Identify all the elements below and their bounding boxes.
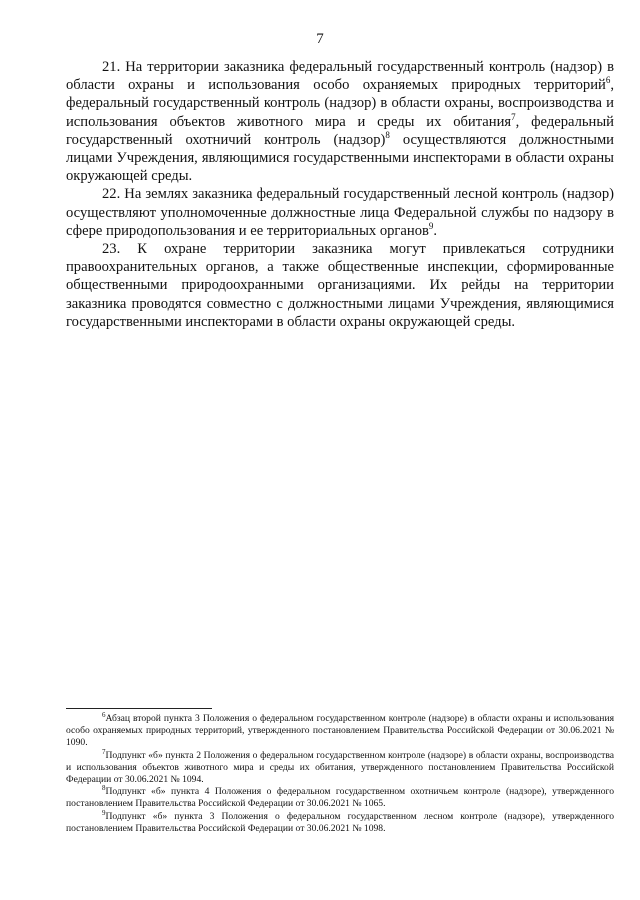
footnote-8 [66, 786, 614, 810]
footnote-text: Подпункт «б» пункта 4 Положения о федеральном государственном охотничьем контроле (надзоре), утвержденного постановлением Правительства Российской Федерации от 30.06.2021 № 1065. [66, 786, 614, 810]
footnote-text: Подпункт «б» пункта 3 Положения о федеральном государственном лесном контроле (надзоре), утвержденного постановлением Правительства Российской Федерации от 30.06.2021 № 1098. [66, 810, 614, 834]
paragraph-text: 21. На территории заказника федеральный государственный контроль (надзор) в области охраны и использования особо охраняемых природных территорий [66, 59, 614, 94]
paragraph-21 [66, 58, 614, 185]
footnote-9 [66, 808, 614, 835]
page-number: 7 [316, 31, 324, 47]
footnote-ref-8[interactable]: 8 [385, 129, 390, 140]
footnote-7 [66, 747, 614, 787]
footnote-text: Подпункт «б» пункта 2 Положения о федеральном государственном контроле (надзоре) в области охраны, воспроизводства и использования объектов животного мира и среды их обитания, утвержденного постановлением Правительства Российской Федерации от 30.06.2021 № 1094. [66, 749, 614, 786]
footnote-ref-7[interactable]: 7 [511, 111, 516, 122]
paragraph-text: 22. На землях заказника федеральный государственный лесной контроль (надзор) осуществляют уполномоченные должностные лица Федеральной службы по надзору в сфере природопользования и ее территориальных органов [66, 186, 614, 239]
main-text [66, 58, 614, 331]
paragraph-text: осуществляются должностными лицами Учреждения, являющимися государственными инспекторами в области охраны окружающей среды. [66, 131, 614, 185]
footnotes [66, 710, 614, 835]
footnote-ref-9[interactable]: 9 [428, 220, 434, 231]
footnote-text: Абзац второй пункта 3 Положения о федеральном государственном контроле (надзоре) в области охраны и использования особо охраняемых природных территорий, утвержденного постановлением Правительства Российской Федерации от 30.06.2021 № 1090. [66, 713, 614, 749]
footnote-6 [66, 710, 614, 750]
paragraph-text: , федеральный государственный контроль (надзор) в области охраны, воспроизводства и использования объектов животного мира и среды их обитания [66, 77, 614, 130]
paragraph-text: . [433, 222, 438, 239]
paragraph-text: 23. К охране территории заказника могут привлекаться сотрудники правоохранительных органов, а также общественные инспекции, сформированные общественными природоохранными организациями. Их рейды на территории заказника проводятся совместно с должностными лицами Учреждения, являющимися государственными инспекторами в области охраны окружающей среды. [66, 241, 614, 330]
paragraph-23 [66, 240, 614, 331]
footnote-mark: 6 [102, 710, 106, 719]
footnote-mark: 7 [102, 747, 106, 756]
footnote-ref-6[interactable]: 6 [605, 75, 611, 86]
paragraph-text: , федеральный государственный охотничий контроль (надзор) [66, 113, 614, 148]
footnote-mark: 9 [102, 808, 106, 817]
footnote-mark: 8 [102, 784, 106, 793]
paragraph-22 [66, 185, 614, 240]
footnote-separator [66, 708, 212, 709]
